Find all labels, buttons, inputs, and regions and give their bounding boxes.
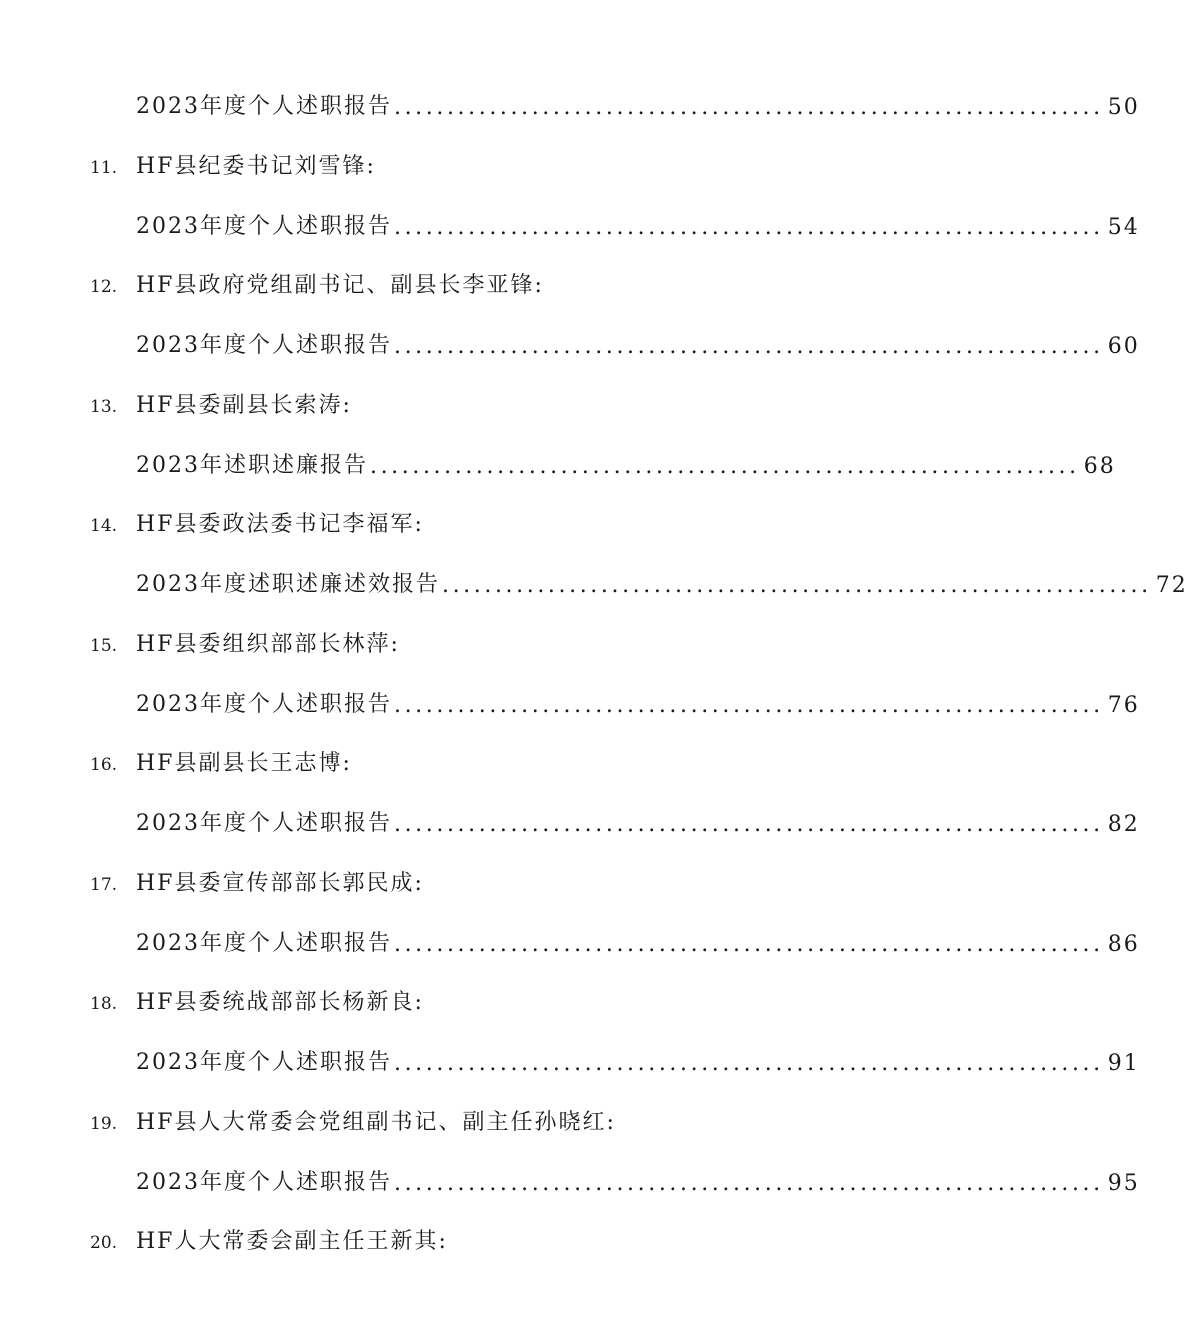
toc-entry-row: [0, 1028, 1140, 1088]
toc-entry-row: [0, 670, 1140, 730]
toc-entry[interactable]: [136, 684, 1140, 718]
toc-heading: [90, 982, 890, 1016]
toc-entry-row: [0, 550, 1188, 610]
toc-entry-title: 2023年述职述廉报告: [136, 452, 368, 478]
toc-heading: [90, 863, 890, 897]
toc-heading-row: [0, 251, 950, 311]
toc-page-number: 86: [1107, 931, 1140, 957]
toc-entry-row: [0, 192, 1140, 252]
toc-heading-number: 12.: [90, 277, 118, 298]
toc-page-number: 76: [1107, 692, 1140, 718]
toc-heading-text: HF县委宣传部部长郭民成:: [136, 870, 424, 896]
toc-page-number: 72: [1155, 573, 1188, 598]
toc-heading-number: 14.: [90, 516, 118, 537]
toc-leader-dots: ...................................................................: [394, 692, 1104, 718]
toc-leader-dots: ...................................................................: [394, 1051, 1104, 1076]
toc-entry[interactable]: [136, 445, 1116, 479]
toc-entry-row: [0, 1148, 1140, 1208]
toc-entry-title: 2023年度个人述职报告: [136, 94, 392, 119]
toc-entry[interactable]: [136, 564, 1188, 598]
toc-heading: [90, 1102, 890, 1136]
toc-heading-number: 17.: [90, 874, 118, 895]
toc-leader-dots: ...................................................................: [442, 573, 1152, 598]
toc-heading: [90, 624, 890, 658]
toc-heading-row: [0, 968, 950, 1028]
toc-heading: [90, 1221, 890, 1255]
toc-entry[interactable]: [136, 86, 1140, 120]
toc-heading-number: 18.: [90, 994, 118, 1015]
toc-heading-text: HF县委统战部部长杨新良:: [136, 990, 424, 1016]
toc-heading-text: HF县委政法委书记李福军:: [136, 512, 424, 538]
toc-entry[interactable]: [136, 206, 1140, 240]
toc-heading-text: HF县委组织部部长林萍:: [136, 631, 400, 657]
toc-heading: [90, 385, 890, 419]
toc-heading-row: [0, 610, 950, 670]
toc-leader-dots: ...................................................................: [394, 95, 1104, 120]
toc-page-number: 82: [1107, 812, 1140, 837]
toc-entry-title: 2023年度个人述职报告: [136, 1169, 392, 1195]
toc-heading-text: HF县政府党组副书记、副县长李亚锋:: [136, 273, 544, 299]
toc-leader-dots: ...................................................................: [394, 1170, 1104, 1196]
toc-heading-text: HF县人大常委会党组副书记、副主任孙晓红:: [136, 1109, 616, 1135]
toc-entry-row: [0, 909, 1140, 969]
toc-entry-title: 2023年度个人述职报告: [136, 1050, 392, 1075]
toc-heading-number: 15.: [90, 635, 118, 656]
toc-heading: [90, 265, 890, 299]
toc-heading-row: [0, 1088, 950, 1148]
toc-entry[interactable]: [136, 325, 1140, 359]
toc-heading-row: [0, 729, 950, 789]
toc-heading-number: 19.: [90, 1113, 118, 1134]
toc-entry-title: 2023年度个人述职报告: [136, 930, 392, 956]
toc-entry[interactable]: [136, 803, 1140, 837]
toc-leader-dots: ...................................................................: [370, 453, 1080, 479]
toc-heading-row: [0, 132, 950, 192]
toc-heading: [90, 743, 890, 777]
toc-entry[interactable]: [136, 1162, 1140, 1196]
toc-entry-row: [0, 431, 1116, 491]
toc-heading-number: 13.: [90, 396, 118, 417]
toc-leader-dots: ...................................................................: [394, 931, 1104, 957]
toc-heading-number: 20.: [90, 1233, 118, 1254]
toc-entry-title: 2023年度述职述廉述效报告: [136, 572, 440, 597]
toc-page-number: 91: [1107, 1051, 1140, 1076]
toc-heading-row: [0, 1207, 950, 1267]
toc-heading-text: HF县委副县长索涛:: [136, 392, 352, 418]
toc-heading-row: [0, 371, 950, 431]
toc-entry-title: 2023年度个人述职报告: [136, 213, 392, 239]
toc-entry-row: [0, 72, 1140, 132]
toc-entry-title: 2023年度个人述职报告: [136, 333, 392, 358]
toc-page-number: 54: [1107, 214, 1140, 240]
toc-leader-dots: ...................................................................: [394, 812, 1104, 837]
toc-heading-text: HF县副县长王志博:: [136, 751, 352, 777]
toc-heading: [90, 504, 890, 538]
toc-heading-number: 16.: [90, 755, 118, 776]
toc-page-number: 95: [1107, 1170, 1140, 1196]
toc-leader-dots: ...................................................................: [394, 214, 1104, 240]
toc-leader-dots: ...................................................................: [394, 334, 1104, 359]
table-of-contents: [0, 72, 1188, 1267]
toc-entry-title: 2023年度个人述职报告: [136, 691, 392, 717]
toc-entry-title: 2023年度个人述职报告: [136, 811, 392, 836]
toc-page-number: 68: [1083, 453, 1116, 479]
toc-page-number: 50: [1107, 95, 1140, 120]
toc-heading-row: [0, 849, 950, 909]
toc-entry[interactable]: [136, 1042, 1140, 1076]
toc-heading-text: HF县纪委书记刘雪锋:: [136, 153, 376, 179]
toc-heading-text: HF人大常委会副主任王新其:: [136, 1229, 448, 1255]
toc-heading: [90, 146, 890, 180]
toc-page-number: 60: [1107, 334, 1140, 359]
toc-entry-row: [0, 311, 1140, 371]
toc-entry-row: [0, 789, 1140, 849]
toc-entry[interactable]: [136, 923, 1140, 957]
toc-heading-row: [0, 490, 950, 550]
toc-heading-number: 11.: [90, 157, 118, 178]
